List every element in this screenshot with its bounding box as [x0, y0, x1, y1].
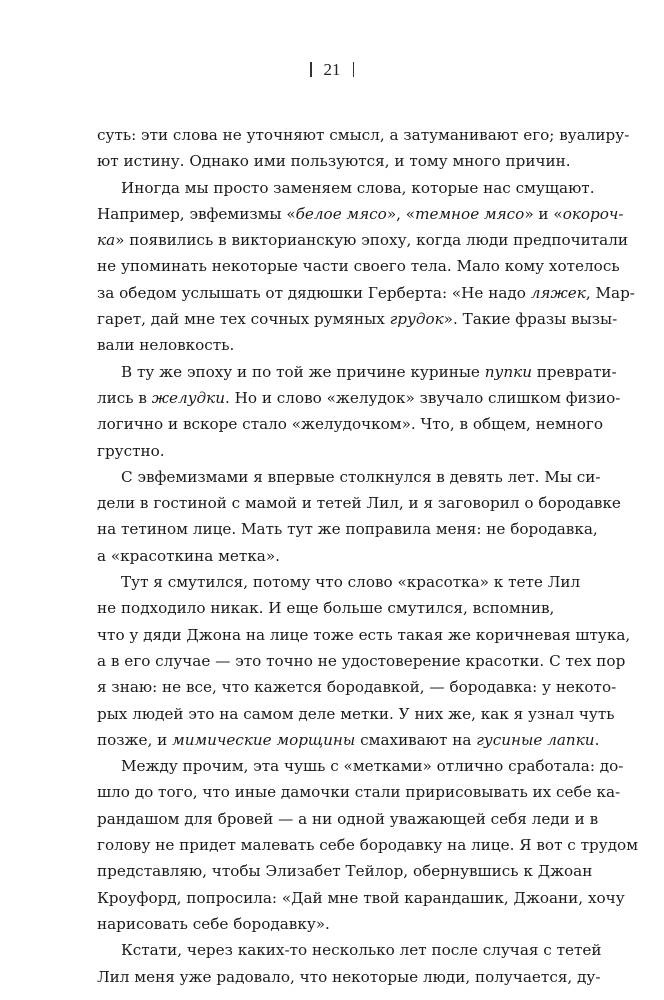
text-line: Например, эвфемизмы «белое мясо», «темное мясо» и «окороч- [97, 204, 624, 223]
text-line: грустно. [97, 441, 165, 460]
text-line: Иногда мы просто заменяем слова, которые нас смущают. [121, 178, 595, 197]
text-line: что у дяди Джона на лице тоже есть такая же коричневая штука, [97, 625, 631, 644]
text-line: Лил меня уже радовало, что некоторые люди, получается, ду- [97, 967, 601, 986]
text-line: не подходило никак. И еще больше смутился, вспомнив, [97, 599, 555, 618]
text-line: вали неловкость. [97, 336, 235, 355]
text-line: а «красоткина метка». [97, 546, 280, 565]
header-left-rule [310, 62, 312, 77]
text-line: лись в желудки. Но и слово «желудок» звучало слишком физио- [97, 388, 621, 407]
page-header [0, 60, 664, 80]
text-line: Тут я смутился, потому что слово «красотка» к тете Лил [121, 573, 581, 592]
text-line: позже, и мимические морщины смахивают на гусиные лапки. [97, 730, 600, 749]
text-line: ка» появились в викторианскую эпоху, когда люди предпочитали [97, 231, 628, 250]
text-line: гарет, дай мне тех сочных румяных грудок». Такие фразы вызы- [97, 310, 618, 329]
text-line: а в его случае — это точно не удостоверение красотки. С тех пор [97, 651, 626, 670]
text-line: шло до того, что иные дамочки стали пририсовывать их себе ка- [97, 783, 621, 802]
text-line: я знаю: не все, что кажется бородавкой, — бородавка: у некото- [97, 678, 617, 697]
header-right-rule [353, 62, 355, 77]
text-line: Кстати, через каких-то несколько лет после случая с тетей [121, 941, 602, 960]
text-line: Кроуфорд, попросила: «Дай мне твой карандашик, Джоани, хочу [97, 888, 625, 907]
text-line: логично и вскоре стало «желудочком». Что, в общем, немного [97, 415, 604, 434]
page-number: 21 [323, 60, 341, 79]
text-line: голову не придет малевать себе бородавку на лице. Я вот с трудом [97, 836, 639, 855]
text-line: дели в гостиной с мамой и тетей Лил, и я заговорил о бородавке [97, 494, 621, 513]
text-line: суть: эти слова не уточняют смысл, а затуманивают его; вуалиру- [97, 126, 630, 144]
text-line: представляю, чтобы Элизабет Тейлор, обернувшись к Джоан [97, 862, 593, 881]
text-line: за обедом услышать от дядюшки Герберта: «Не надо ляжек, Мар- [97, 283, 635, 302]
text-line: не упоминать некоторые части своего тела. Мало кому хотелось [97, 257, 620, 276]
text-line: В ту же эпоху и по той же причине куриные пупки преврати- [121, 362, 617, 381]
text-line: на тетином лице. Мать тут же поправила меня: не бородавка, [97, 520, 598, 539]
text-line: нарисовать себе бородавку». [97, 914, 330, 933]
text-line: Между прочим, эта чушь с «метками» отлично сработала: до- [121, 757, 624, 776]
text-line: рандашом для бровей — а ни одной уважающей себя леди и в [97, 809, 599, 828]
text-line: ют истину. Однако ими пользуются, и тому много причин. [97, 152, 571, 171]
text-line: рых людей это на самом деле метки. У них же, как я узнал чуть [97, 704, 615, 723]
body-text [97, 122, 639, 990]
text-line: С эвфемизмами я впервые столкнулся в девять лет. Мы си- [121, 467, 601, 486]
